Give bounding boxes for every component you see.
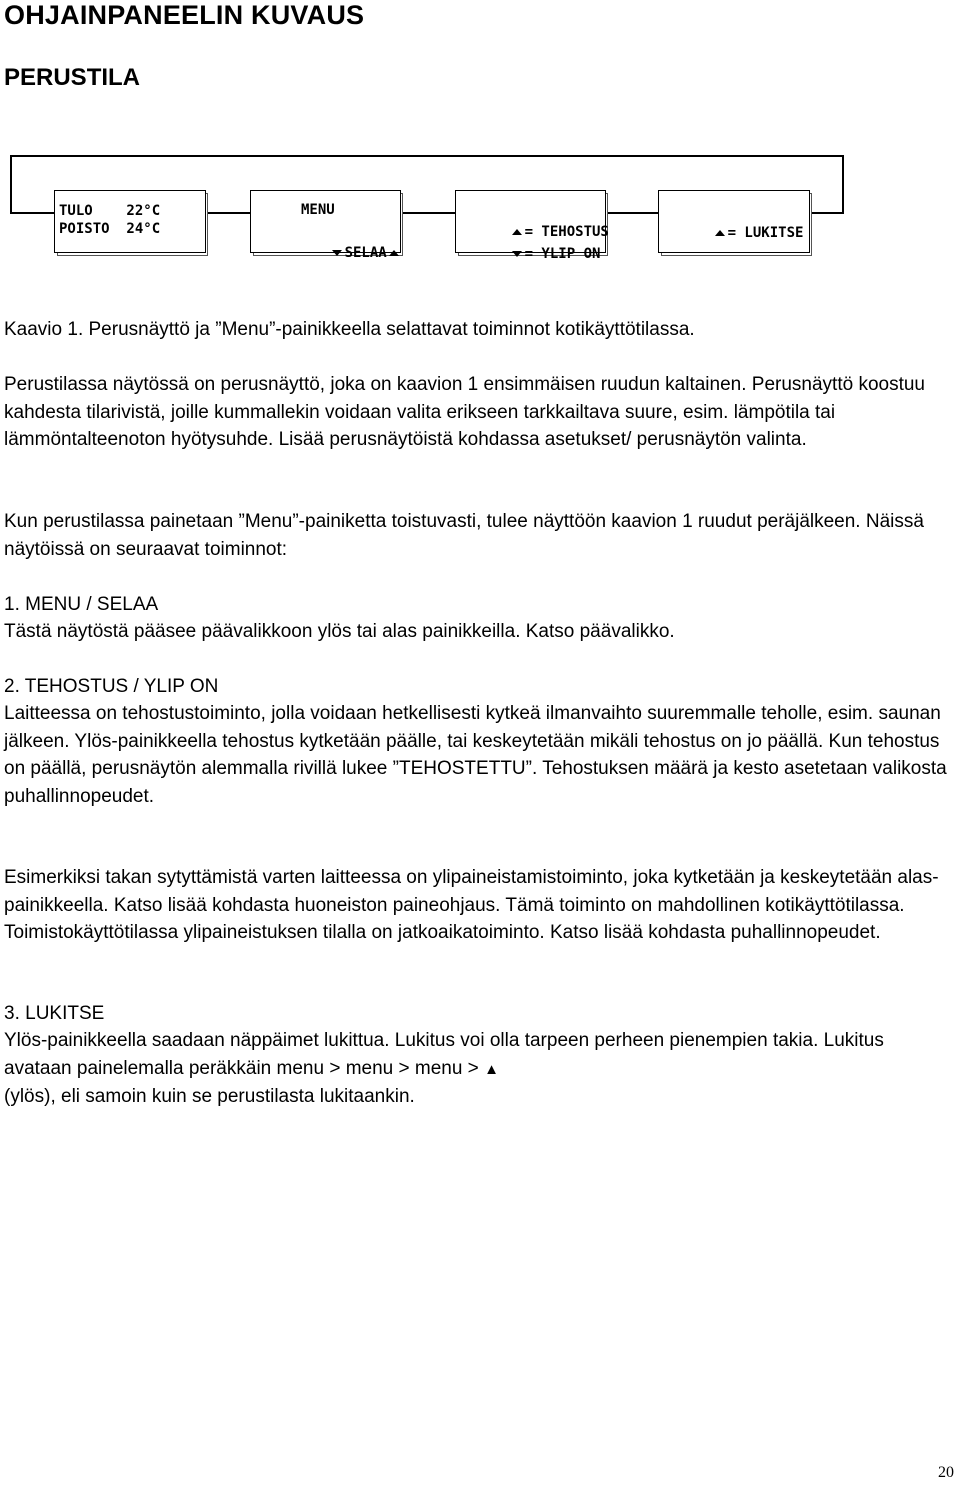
diagram-caption: Kaavio 1. Perusnäyttö ja ”Menu”-painikkeella selattavat toiminnot kotikäyttötilassa. (4, 319, 695, 340)
connector-2 (401, 212, 455, 214)
loop-line-top (10, 155, 844, 157)
screen4-line1: = LUKITSE (727, 225, 804, 241)
loop-line-right (842, 155, 844, 213)
screen2-line2-wrap (281, 220, 402, 286)
down-arrow-icon (332, 250, 342, 256)
loop-line-left (10, 155, 12, 213)
section3-text (4, 1027, 954, 1111)
screen-sequence-diagram (0, 150, 960, 270)
screen3-line2: = YLIP ON (524, 246, 601, 262)
section1-title: 1. MENU / SELAA (4, 594, 159, 615)
screen2-line1: MENU (301, 202, 335, 218)
screen1-line2: POISTO 24°C (59, 221, 161, 237)
connector-1 (206, 212, 250, 214)
section1-text: Tästä näytöstä pääsee päävalikkoon ylös tai alas painikkeilla. Katso päävalikko. (4, 621, 675, 642)
page-number: 20 (938, 1464, 954, 1481)
page-title: OHJAINPANEELIN KUVAUS (4, 0, 365, 30)
screen2-line2: SELAA (344, 245, 387, 261)
up-triangle-icon: ▲ (484, 1060, 499, 1078)
connector-4 (810, 212, 844, 214)
paragraph-overpressure: Esimerkiksi takan sytyttämistä varten laitteessa on ylipaineistamistoiminto, joka kytketään ja keskeytetään alas-painikkeella. Katso lisää kohdasta huoneiston paineohjaus. Tämä toiminto on mahdollinen kotikäyttötilassa. Toimistokäyttötilassa ylipaineistuksen tilalla on jatkoaikatoiminto. Katso lisää kohdasta puhallinnopeudet. (4, 867, 939, 943)
screen3-line1: = TEHOSTUS (524, 224, 609, 240)
screen1-line1: TULO 22°C (59, 203, 161, 219)
section-title: PERUSTILA (4, 64, 141, 91)
section2-title: 2. TEHOSTUS / YLIP ON (4, 676, 219, 697)
section2-text: Laitteessa on tehostustoiminto, jolla voidaan hetkellisesti kytkeä ilmanvaihto suuremmalle teholle, esim. saunan jälkeen. Ylös-painikkeella tehostus kytketään päälle, tai keskeytetään mikäli tehostus on jo päällä. Kun tehostus on päällä, perusnäytön alemmalla rivillä lukee ”TEHOSTETTU”. Tehostuksen määrä ja kesto asetetaan valikosta puhallinnopeudet. (4, 703, 947, 807)
connector-0 (10, 212, 54, 214)
screen-menu (250, 190, 401, 261)
section3-text-a: Ylös-painikkeella saadaan näppäimet lukittua. Lukitus voi olla tarpeen perheen pienempien takia. Lukitus avataan painelemalla peräkkäin menu > menu > menu > (4, 1030, 884, 1079)
screen-lock (658, 190, 810, 253)
paragraph-menu-press: Kun perustilassa painetaan ”Menu”-painiketta toistuvasti, tulee näyttöön kaavion 1 ruudut peräjälkeen. Näissä näytöissä on seuraavat toiminnot: (4, 511, 924, 560)
up-arrow-icon (389, 250, 399, 256)
down-arrow-icon (512, 251, 522, 257)
section3-text-b: (ylös), eli samoin kuin se perustilasta lukitaankin. (4, 1086, 415, 1107)
connector-3 (606, 212, 658, 214)
up-arrow-icon (715, 230, 725, 236)
paragraph-basic-state: Perustilassa näytössä on perusnäyttö, joka on kaavion 1 ensimmäisen ruudun kaltainen. Perusnäyttö koostuu kahdesta tilarivistä, joille kummallekin voidaan valita erikseen tarkkailtava suure, esim. lämpötila tai lämmöntalteenoton hyötysuhde. Lisää perusnäytöistä kohdassa asetukset/ perusnäytön valinta. (4, 374, 925, 450)
screen-boost (455, 190, 609, 262)
screen-temperatures (54, 190, 206, 253)
section3-title: 3. LUKITSE (4, 1003, 105, 1024)
